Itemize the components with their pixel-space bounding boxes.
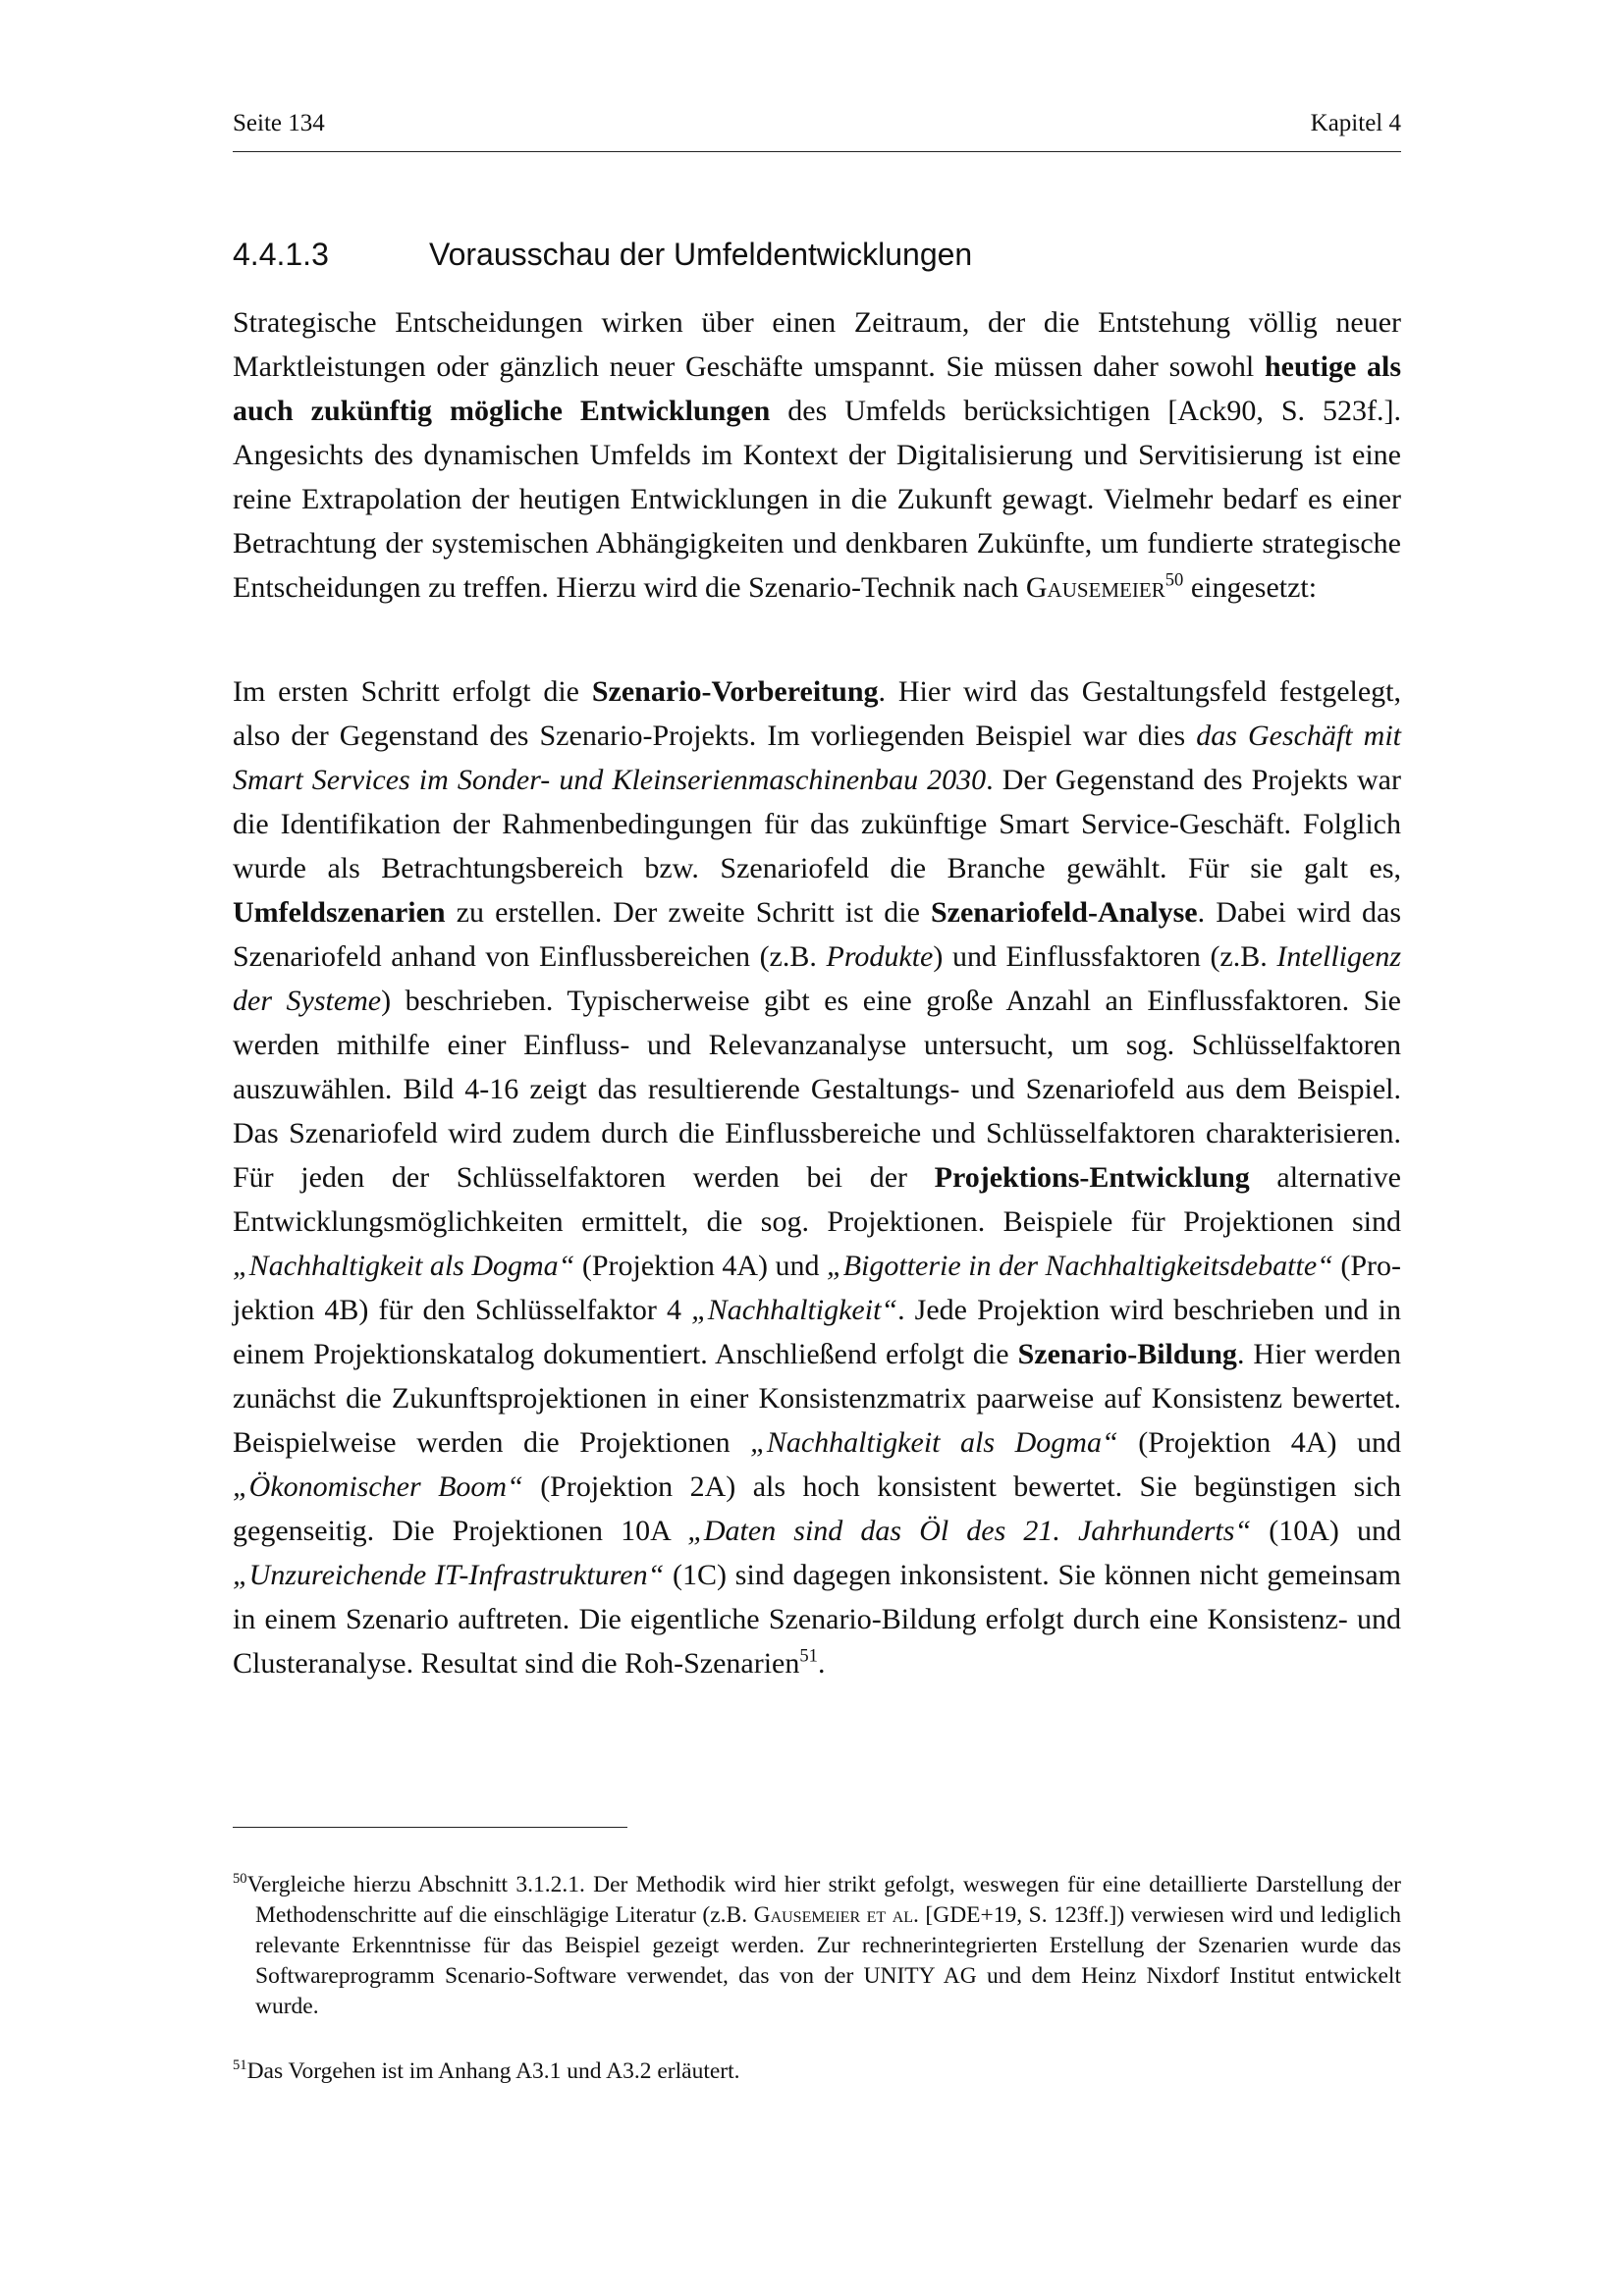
page-header — [233, 110, 1401, 152]
text-run: Das Vorgehen ist im Anhang A3.1 und A3.2 erläutert. — [246, 2058, 740, 2084]
text-run: Strategische Entscheidungen wirken über einen Zeitraum, der die Entstehung völlig neuer Marktleistungen oder gänzlich neuer Geschäfte umspannt. Sie müssen daher sowohl — [233, 306, 1401, 383]
page-number: Seite 134 — [233, 110, 325, 136]
text-run: das Geschäft mit Smart Services im Sonder- und Kleinserienmaschinenbau 2030 — [233, 720, 1401, 796]
text-run: Szenariofeld-Analyse — [930, 896, 1198, 929]
footnote-ref: 51 — [233, 2056, 247, 2073]
chapter-label: Kapitel 4 — [1310, 110, 1401, 136]
text-run: . Hier werden zunächst die Zukunftsprojektionen in einer Konsistenzmatrix paarweise auf Konsistenz bewertet. Beispielweise werden die Projektionen — [233, 1338, 1401, 1459]
footnote-ref: 50 — [1164, 569, 1184, 591]
text-run: (10A) und — [1251, 1515, 1401, 1547]
footnote-separator — [233, 1827, 627, 1828]
text-run: des Umfelds berücksichtigen [Ack90, S. 523f.]. Angesichts des dynamischen Umfelds im Kontext der Digitalisierung und Servitisierung ist eine reine Extrapolation der heutigen Entwicklungen in die Zukunft gewagt. Vielmehr bedarf es einer Betrachtung der systemischen Abhängigkeiten und denkbaren Zukünfte, um fundierte strategische Entscheidungen zu treffen. Hierzu wird die Szenario-Technik nach — [233, 395, 1402, 604]
text-run: [GDE+19, S. 123ff.]) verwiesen wird und lediglich relevante Erkenntnisse für das Beispiel gezeigt werden. Zur rechnerintegrierten Erstellung der Szenarien wurde das Softwareprogramm Scenario-Software verwendet, das von der UNITY AG und dem Heinz Nixdorf Institut entwickelt wurde. — [255, 1902, 1402, 2019]
footnote-text — [233, 1870, 1401, 2022]
text-run: Szenario-Vorbereitung — [591, 675, 879, 708]
text-run: Gausemeier — [1025, 571, 1165, 604]
text-run: „Nachhaltigkeit“ — [691, 1294, 898, 1326]
text-run: „Nachhaltigkeit als Dogma“ — [750, 1426, 1118, 1459]
section-number: 4.4.1.3 — [233, 237, 329, 272]
text-run: „Ökonomischer Boom“ — [233, 1470, 523, 1503]
text-run: . Der Gegenstand des Projekts war die Identifikation der Rahmenbedingungen für das zukünftige Smart Service-Geschäft. Folglich wurde als Betrachtungsbereich bzw. Szenariofeld die Branche gewählt. Für sie galt es, — [233, 764, 1401, 884]
text-run: „Nachhaltigkeit als Dogma“ — [233, 1250, 575, 1282]
footnote-text — [233, 2056, 1401, 2087]
text-run: (Projektion 4A) und — [1117, 1426, 1402, 1459]
footnote-51 — [233, 2056, 1401, 2087]
text-run: Im ersten Schritt erfolgt die — [233, 675, 592, 708]
paragraph-text — [233, 669, 1401, 1685]
footnote-ref: 50 — [233, 1870, 247, 1887]
section-heading — [233, 237, 972, 273]
text-run: heutige als auch zukünftig mögliche Entwicklungen — [233, 350, 1401, 427]
text-run: . — [817, 1647, 826, 1680]
text-run: Projektions-Entwicklung — [934, 1161, 1250, 1194]
text-run: Szenario-Bildung — [1017, 1338, 1237, 1370]
text-run: ) und Einflussfaktoren (z.B. — [933, 940, 1277, 973]
text-run: Umfeldszenarien — [233, 896, 446, 929]
text-run: Intelligenz der Systeme — [233, 940, 1402, 1017]
text-run: Produkte — [826, 940, 934, 973]
text-run: (Projektion 2A) als hoch konsistent bewertet. Sie begünstigen sich gegenseitig. Die Projektionen 10A — [233, 1470, 1402, 1547]
section-title: Vorausschau der Umfeldentwicklungen — [429, 237, 973, 272]
text-run: eingesetzt: — [1183, 571, 1318, 604]
text-run: zu erstellen. Der zweite Schritt ist die — [445, 896, 931, 929]
text-run: (1C) sind dagegen inkonsistent. Sie können nicht gemeinsam in einem Szenario auftreten. Die eigentliche Szenario-Bildung erfolgt durch eine Konsistenz- und Clusteranalyse. Resultat sind die Roh-Szenarien — [233, 1559, 1401, 1680]
text-run: (Projektion 4A) und — [574, 1250, 828, 1282]
text-run: ) beschrieben. Typischerweise gibt es eine große Anzahl an Einflussfaktoren. Sie werden mithilfe einer Einfluss- und Relevanzanalyse untersucht, um sog. Schlüsselfaktoren auszuwählen. Bild 4-16 zeigt das resultierende Gestaltungs- und Szenariofeld aus dem Beispiel. Das Szenariofeld wird zudem durch die Einflussbereiche und Schlüsselfaktoren charakterisieren. Für jeden der Schlüsselfaktoren werden bei der — [233, 985, 1401, 1194]
footnote-50 — [233, 1870, 1401, 2022]
text-run: Vergleiche hierzu Abschnitt 3.1.2.1. Der Methodik wird hier strikt gefolgt, weswegen für eine detaillierte Darstellung der Methodenschritte auf die einschlägige Literatur (z.B. — [246, 1872, 1401, 1928]
text-run: alternative Entwicklungsmöglichkeiten ermittelt, die sog. Projektionen. Beispiele für Projektionen sind — [233, 1161, 1401, 1238]
text-run: . Hier wird das Gestaltungsfeld festgelegt, also der Gegenstand des Szenario-Projekts. Im vorliegenden Beispiel war dies — [233, 675, 1401, 752]
text-run: „Unzureichende IT-Infrastrukturen“ — [233, 1559, 665, 1591]
text-run: . Jede Projektion wird beschrieben und in einem Projektionskatalog dokumentiert. Anschließend erfolgt die — [233, 1294, 1401, 1370]
body-paragraph-1 — [233, 300, 1401, 610]
text-run: „Daten sind das Öl des 21. Jahrhunderts“ — [687, 1515, 1252, 1547]
footnote-ref: 51 — [799, 1645, 818, 1667]
text-run: „Bigotterie in der Nachhaltigkeitsdebatte“ — [827, 1250, 1333, 1282]
text-run: . Dabei wird das Szenariofeld anhand von Einflussbereichen (z.B. — [233, 896, 1401, 973]
text-run: (Projektion 4B) für den Schlüsselfaktor 4 — [233, 1250, 1401, 1326]
text-run: Gausemeier et al. — [753, 1902, 919, 1928]
body-paragraph-2 — [233, 669, 1401, 1685]
paragraph-text — [233, 300, 1401, 610]
